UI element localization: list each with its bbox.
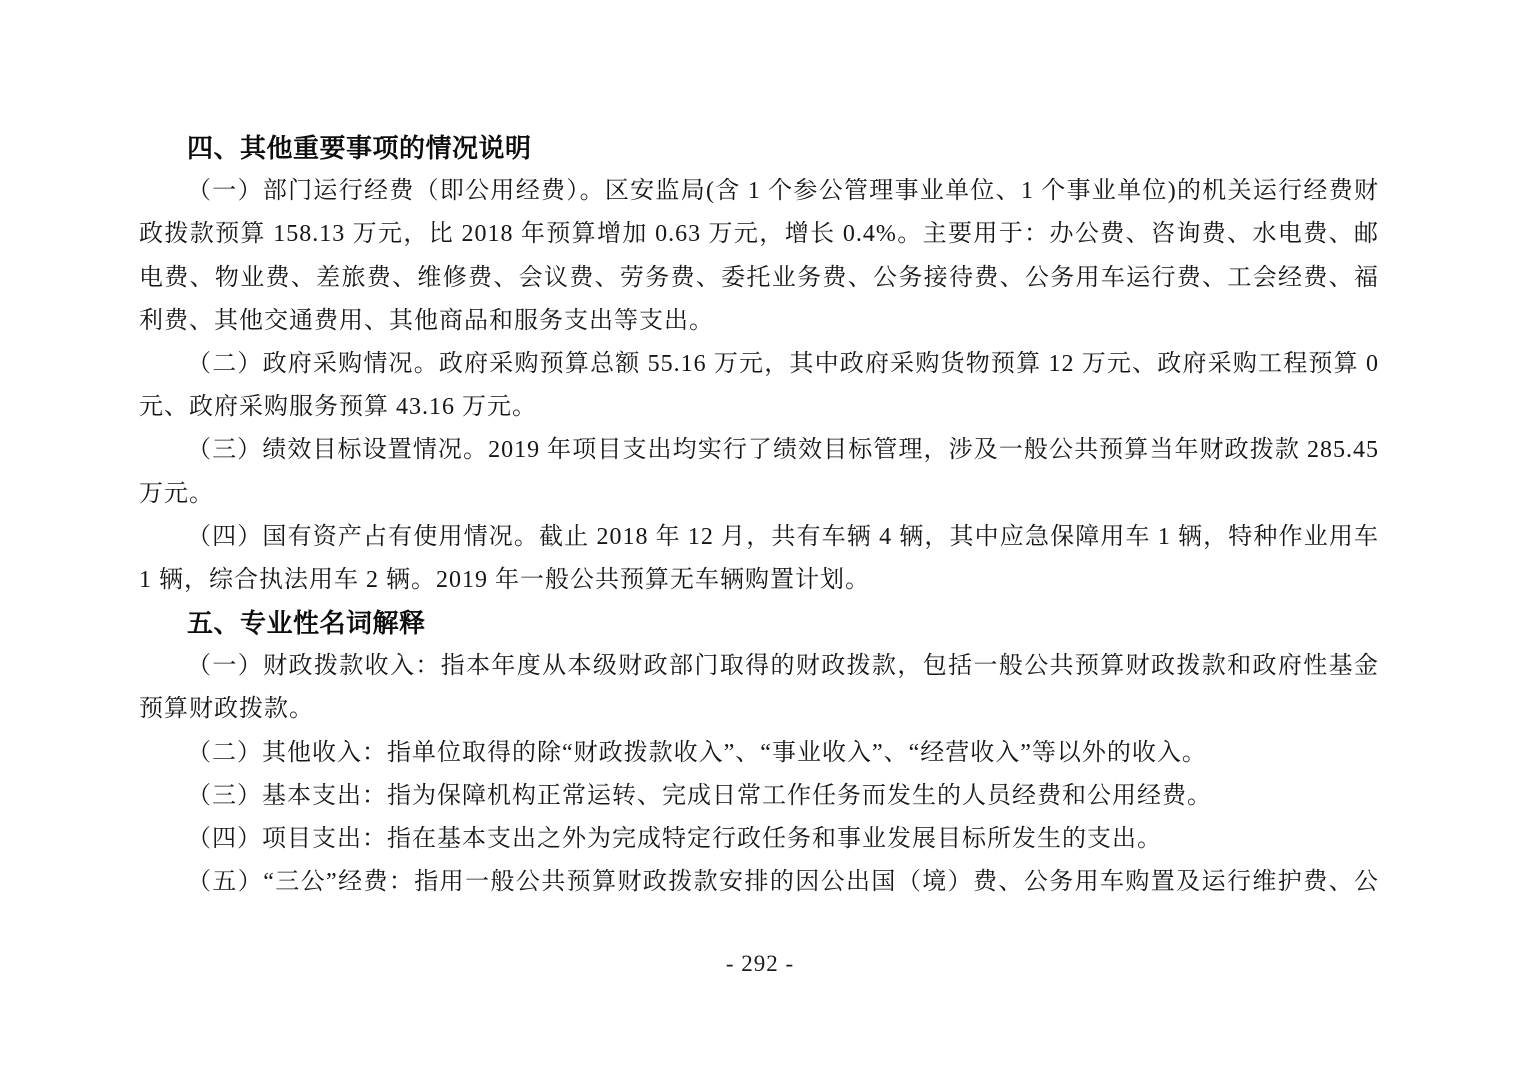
section-heading: 五、专业性名词解释 [187,608,426,639]
text-line: （三）绩效目标设置情况。2019 年项目支出均实行了绩效目标管理，涉及一般公共预算当年财政拨款 285.45 [187,437,1379,464]
text-line: （二）其他收入：指单位取得的除“财政拨款收入”、“事业收入”、“经营收入”等以外的收入。 [187,739,1207,766]
text-line: 电费、物业费、差旅费、维修费、会议费、劳务费、委托业务费、公务接待费、公务用车运行费、工会经费、福 [139,264,1379,291]
text-line: 元、政府采购服务预算 43.16 万元。 [139,394,537,421]
section-heading: 四、其他重要事项的情况说明 [187,133,532,163]
text-line: 1 辆，综合执法用车 2 辆。2019 年一般公共预算无车辆购置计划。 [139,566,870,593]
text-line: （五）“三公”经费：指用一般公共预算财政拨款安排的因公出国（境）费、公务用车购置及运行维护费、公 [187,869,1379,896]
text-line: 预算财政拨款。 [139,696,314,723]
text-line: （一）部门运行经费（即公用经费）。区安监局(含 1 个参公管理事业单位、1 个事业单位)的机关运行经费财 [187,178,1379,205]
page-number: - 292 - [725,951,795,976]
text-line: （四）项目支出：指在基本支出之外为完成特定行政任务和事业发展目标所发生的支出。 [187,826,1162,852]
text-line: 万元。 [139,480,214,507]
text-line: （二）政府采购情况。政府采购预算总额 55.16 万元，其中政府采购货物预算 12 万元、政府采购工程预算 0 [187,350,1379,377]
document-body [139,127,1379,904]
text-line: 政拨款预算 158.13 万元，比 2018 年预算增加 0.63 万元，增长 0.4%。主要用于：办公费、咨询费、水电费、邮 [139,221,1379,248]
text-line: （四）国有资产占有使用情况。截止 2018 年 12 月，共有车辆 4 辆，其中应急保障用车 1 辆，特种作业用车 [187,523,1379,550]
text-line: （三）基本支出：指为保障机构正常运转、完成日常工作任务而发生的人员经费和公用经费。 [187,782,1212,809]
text-line: 利费、其他交通费用、其他商品和服务支出等支出。 [139,307,714,334]
text-line: （一）财政拨款收入：指本年度从本级财政部门取得的财政拨款，包括一般公共预算财政拨款和政府性基金 [187,653,1379,680]
